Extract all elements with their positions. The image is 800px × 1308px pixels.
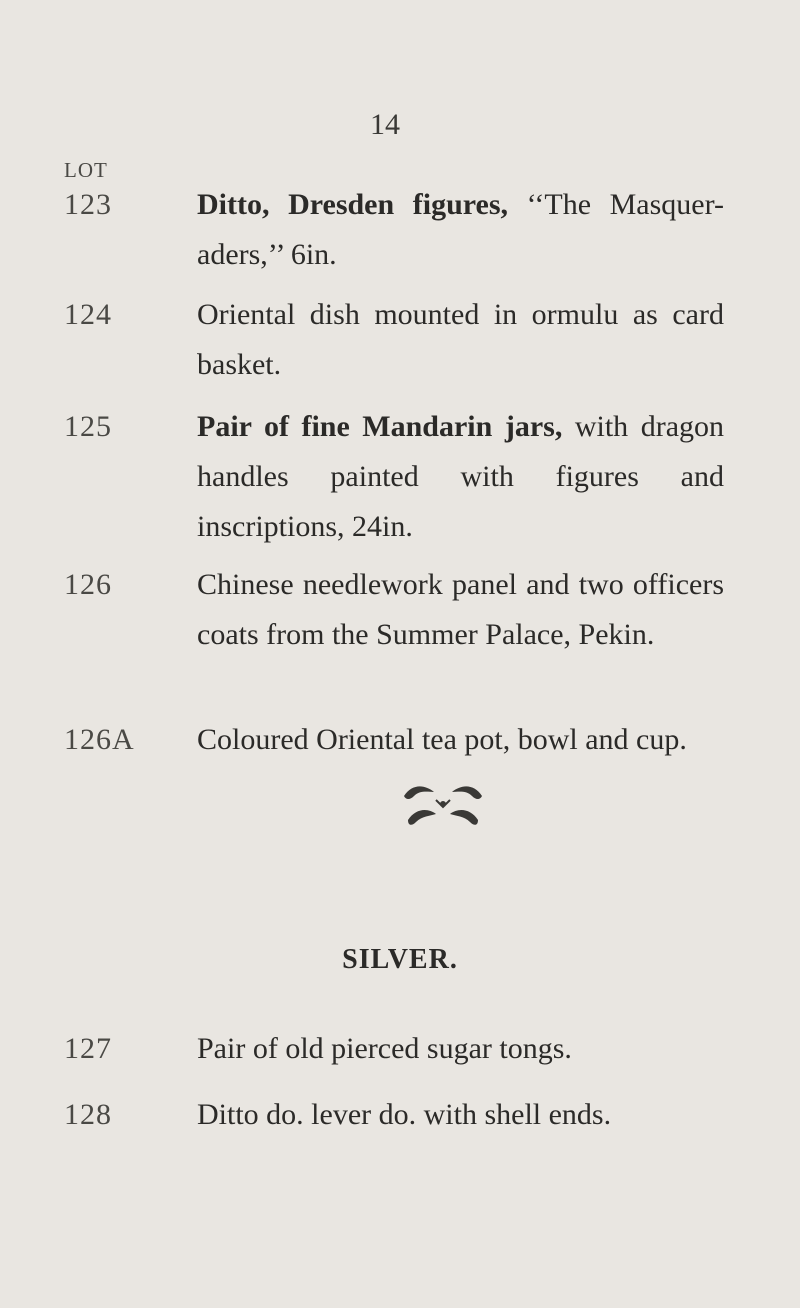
lot-description [197, 560, 724, 660]
lot-details: ‘‘The Masquer-aders,’’ 6in. [197, 188, 724, 271]
lot-number: 126A [64, 723, 135, 756]
lot-details: Oriental dish mounted in ormulu as card basket. [197, 298, 724, 381]
lot-number: 125 [64, 410, 112, 443]
lot-number: 123 [64, 188, 112, 221]
lot-number: 126 [64, 568, 112, 601]
lot-details: with dragon handles painted with figures and inscriptions, 24in. [197, 410, 725, 543]
lot-number: 127 [64, 1032, 112, 1065]
lot-description [197, 715, 724, 765]
lot-details: Chinese needlework panel and two officers coats from the Summer Palace, Pekin. [197, 568, 724, 651]
lot-description [197, 1090, 724, 1140]
lot-number: 128 [64, 1098, 112, 1131]
ornament-flourish-icon [398, 776, 488, 837]
page-number: 14 [370, 108, 400, 141]
lot-description [197, 402, 724, 552]
lot-entry-128 [64, 1090, 724, 1140]
lot-description [197, 1024, 724, 1074]
lot-number: 124 [64, 298, 112, 331]
lot-entry-126 [64, 560, 724, 660]
lot-entry-125 [64, 402, 724, 552]
section-title-silver: SILVER. [342, 944, 458, 975]
lot-description [197, 180, 724, 280]
lot-details: Coloured Oriental tea pot, bowl and cup. [197, 723, 687, 756]
lot-title: Ditto, Dresden figures, [197, 188, 509, 221]
lot-entry-127 [64, 1024, 724, 1074]
lot-entry-123 [64, 180, 724, 280]
lot-title: Pair of fine Mandarin jars, [197, 410, 563, 443]
lot-column-header: LOT [64, 158, 108, 182]
lot-entry-126a [64, 715, 724, 765]
lot-entry-124 [64, 290, 724, 390]
lot-description [197, 290, 724, 390]
lot-details: Ditto do. lever do. with shell ends. [197, 1098, 612, 1131]
lot-details: Pair of old pierced sugar tongs. [197, 1032, 572, 1065]
